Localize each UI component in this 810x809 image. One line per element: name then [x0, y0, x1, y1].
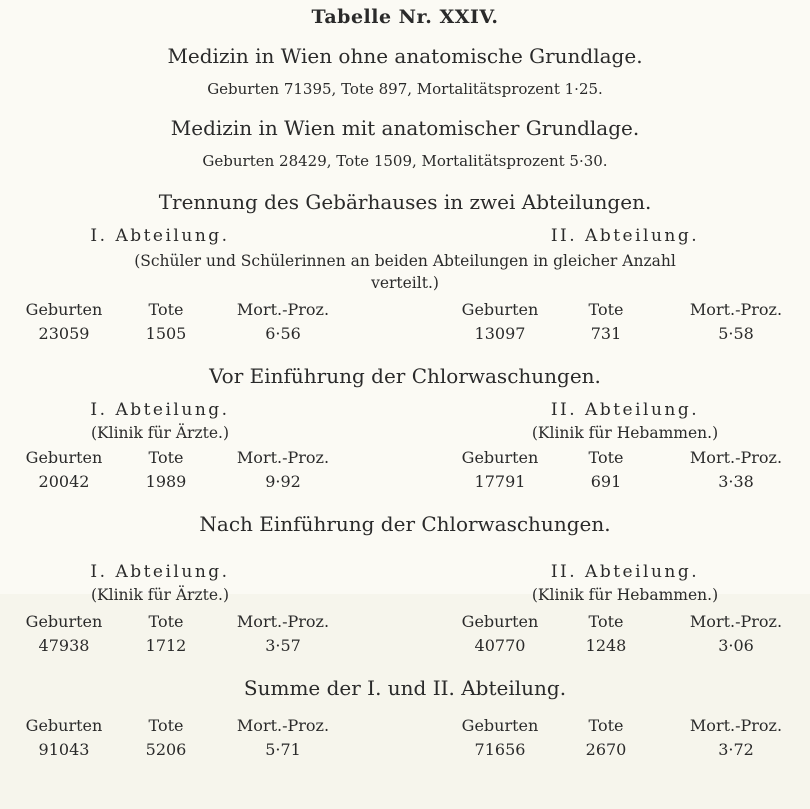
trennung-left-label: I. Abteilung. [90, 226, 230, 246]
heading-nach: Nach Einführung der Chlorwaschungen. [199, 512, 611, 536]
nach-right-births-header: Geburten [461, 612, 539, 631]
heading-wien-ohne: Medizin in Wien ohne anatomische Grundlage. [167, 44, 643, 68]
nach-left-mort: 3·57 [265, 636, 301, 655]
table-title: Tabelle Nr. XXIV. [311, 6, 499, 28]
summe-right-births-header: Geburten [461, 716, 539, 735]
summe-right-mort-header: Mort.-Proz. [689, 716, 783, 735]
stats-wien-mit: Geburten 28429, Tote 1509, Mortalitätsprozent 5·30. [202, 152, 608, 170]
heading-trennung: Trennung des Gebärhauses in zwei Abteilungen. [158, 190, 652, 214]
trennung-note-line1: (Schüler und Schülerinnen an beiden Abteilungen in gleicher Anzahl [134, 252, 676, 270]
vor-right-deaths: 691 [590, 472, 622, 491]
vor-left-mort-header: Mort.-Proz. [236, 448, 330, 467]
trennung-left-births-header: Geburten [25, 300, 103, 319]
vor-left-deaths: 1989 [145, 472, 187, 491]
stats-wien-ohne: Geburten 71395, Tote 897, Mortalitätsprozent 1·25. [207, 80, 603, 98]
summe-left-births: 91043 [38, 740, 90, 759]
heading-summe: Summe der I. und II. Abteilung. [243, 676, 567, 700]
trennung-right-births: 13097 [474, 324, 526, 343]
nach-right-mort: 3·06 [718, 636, 754, 655]
vor-left-births: 20042 [38, 472, 90, 491]
vor-left-sub: (Klinik für Ärzte.) [90, 424, 229, 442]
vor-left-mort: 9·92 [265, 472, 301, 491]
heading-wien-mit: Medizin in Wien mit anatomischer Grundlage. [170, 116, 640, 140]
nach-right-deaths: 1248 [585, 636, 627, 655]
vor-left-label: I. Abteilung. [90, 400, 230, 420]
summe-right-mort: 3·72 [718, 740, 754, 759]
trennung-left-deaths: 1505 [145, 324, 187, 343]
nach-right-deaths-header: Tote [588, 612, 624, 631]
vor-right-births: 17791 [474, 472, 526, 491]
nach-left-sub: (Klinik für Ärzte.) [90, 586, 229, 604]
nach-right-mort-header: Mort.-Proz. [689, 612, 783, 631]
trennung-right-deaths: 731 [590, 324, 622, 343]
summe-left-deaths: 5206 [145, 740, 187, 759]
trennung-right-deaths-header: Tote [588, 300, 624, 319]
nach-left-births-header: Geburten [25, 612, 103, 631]
vor-left-births-header: Geburten [25, 448, 103, 467]
nach-left-deaths-header: Tote [148, 612, 184, 631]
nach-right-label: II. Abteilung. [550, 562, 700, 582]
nach-left-deaths: 1712 [145, 636, 187, 655]
nach-right-sub: (Klinik für Hebammen.) [531, 586, 719, 604]
nach-left-births: 47938 [38, 636, 90, 655]
summe-left-deaths-header: Tote [148, 716, 184, 735]
summe-right-deaths-header: Tote [588, 716, 624, 735]
nach-right-births: 40770 [474, 636, 526, 655]
summe-right-births: 71656 [474, 740, 526, 759]
vor-right-label: II. Abteilung. [550, 400, 700, 420]
summe-left-mort-header: Mort.-Proz. [236, 716, 330, 735]
trennung-left-mort-header: Mort.-Proz. [236, 300, 330, 319]
vor-right-mort-header: Mort.-Proz. [689, 448, 783, 467]
nach-left-label: I. Abteilung. [90, 562, 230, 582]
vor-left-deaths-header: Tote [148, 448, 184, 467]
trennung-note-line2: verteilt.) [371, 274, 439, 292]
trennung-right-mort-header: Mort.-Proz. [689, 300, 783, 319]
vor-right-deaths-header: Tote [588, 448, 624, 467]
heading-vor: Vor Einführung der Chlorwaschungen. [209, 364, 601, 388]
summe-right-deaths: 2670 [585, 740, 627, 759]
trennung-left-births: 23059 [38, 324, 90, 343]
vor-right-births-header: Geburten [461, 448, 539, 467]
nach-left-mort-header: Mort.-Proz. [236, 612, 330, 631]
summe-left-mort: 5·71 [265, 740, 301, 759]
summe-left-births-header: Geburten [25, 716, 103, 735]
trennung-left-mort: 6·56 [265, 324, 301, 343]
trennung-right-label: II. Abteilung. [550, 226, 700, 246]
trennung-right-mort: 5·58 [718, 324, 754, 343]
vor-right-mort: 3·38 [718, 472, 754, 491]
vor-right-sub: (Klinik für Hebammen.) [531, 424, 719, 442]
trennung-right-births-header: Geburten [461, 300, 539, 319]
trennung-left-deaths-header: Tote [148, 300, 184, 319]
